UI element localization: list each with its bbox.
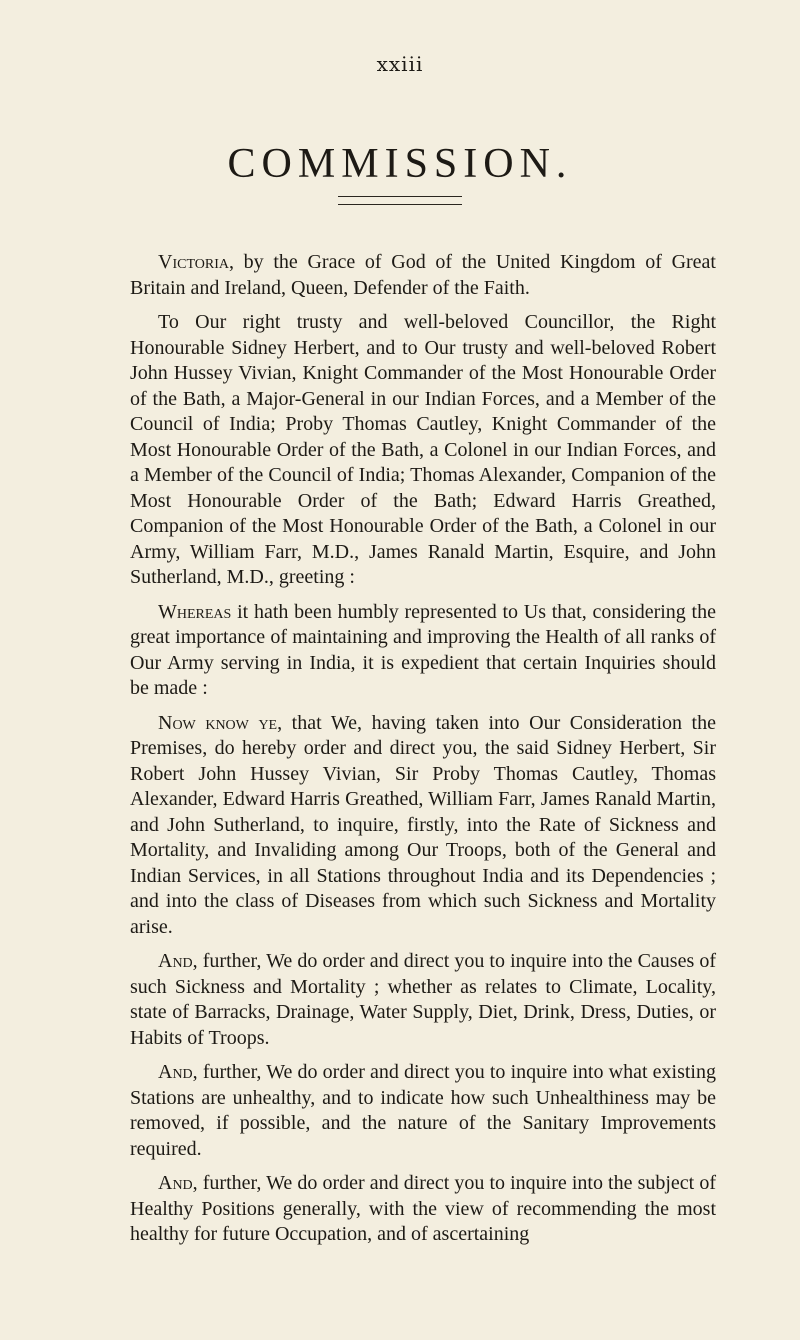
paragraph-lead: And, xyxy=(158,1172,198,1194)
paragraph xyxy=(130,250,716,301)
paragraph-text: by the Grace of God of the United Kingdom of Great Britain and Ireland, Queen, Defender of the Faith. xyxy=(130,251,716,299)
paragraph-lead: Victoria, xyxy=(158,251,234,273)
paragraph-lead: And, xyxy=(158,950,198,972)
paragraph xyxy=(130,711,716,941)
paragraph xyxy=(130,1171,716,1248)
paragraph-lead: And, xyxy=(158,1061,198,1083)
paragraph-text: further, We do order and direct you to inquire into the subject of Healthy Positions generally, with the view of recommending the most healthy for future Occupation, and of ascertaining xyxy=(130,1172,716,1245)
page-number: xxiii xyxy=(376,52,424,76)
paragraph-text: it hath been humbly represented to Us that, considering the great importance of maintaining and improving the Health of all ranks of Our Army serving in India, it is expedient that certain Inquiries should be made : xyxy=(130,600,716,699)
paragraph-text: To Our right trusty and well-beloved Councillor, the Right Honourable Sidney Herbert, and to Our trusty and well-beloved Robert John Hussey Vivian, Knight Commander of the Most Honourable Order of the Bath, a Major-General in our Indian Forces, and a Member of the Council of India; Proby Thomas Cautley, Knight Commander of the Most Honourable Order of the Bath, a Colonel in our Indian Forces, and a Member of the Council of India; Thomas Alexander, Companion of the Most Honourable Order of the Bath; Edward Harris Greathed, Companion of the Most Honourable Order of the Bath, a Colonel in our Army, William Farr, M.D., James Ranald Martin, Esquire, and John Sutherland, M.D., greeting : xyxy=(130,311,716,588)
paragraph-text: further, We do order and direct you to inquire into what existing Stations are unhealthy, and to indicate how such Unhealthiness may be removed, if possible, and the nature of the Sanitary Improvements required. xyxy=(130,1061,716,1160)
paragraph xyxy=(130,1060,716,1162)
paragraph xyxy=(130,600,716,702)
paragraph-text: that We, having taken into Our Consideration the Premises, do hereby order and direct you, the said Sidney Herbert, Sir Robert John Hussey Vivian, Sir Proby Thomas Cautley, Thomas Alexander, Edward Harris Greathed, William Farr, James Ranald Martin, and John Sutherland, to inquire, firstly, into the Rate of Sickness and Mortality, and Invaliding among Our Troops, both of the General and Indian Services, in all Stations throughout India and its Dependencies ; and into the class of Diseases from which such Sickness and Mortality arise. xyxy=(130,711,716,938)
paragraph xyxy=(130,949,716,1051)
paragraph-lead: Now know ye, xyxy=(158,711,283,734)
paragraph-lead: Whereas xyxy=(158,600,232,623)
paragraph-text: further, We do order and direct you to inquire into the Causes of such Sickness and Mortality ; whether as relates to Climate, Locality, state of Barracks, Drainage, Water Supply, Diet, Drink, Dress, Duties, or Habits of Troops. xyxy=(130,950,716,1049)
title-rule xyxy=(338,196,462,205)
page-title: COMMISSION. xyxy=(227,141,573,187)
paragraph xyxy=(130,310,716,591)
body-text xyxy=(130,250,716,1257)
